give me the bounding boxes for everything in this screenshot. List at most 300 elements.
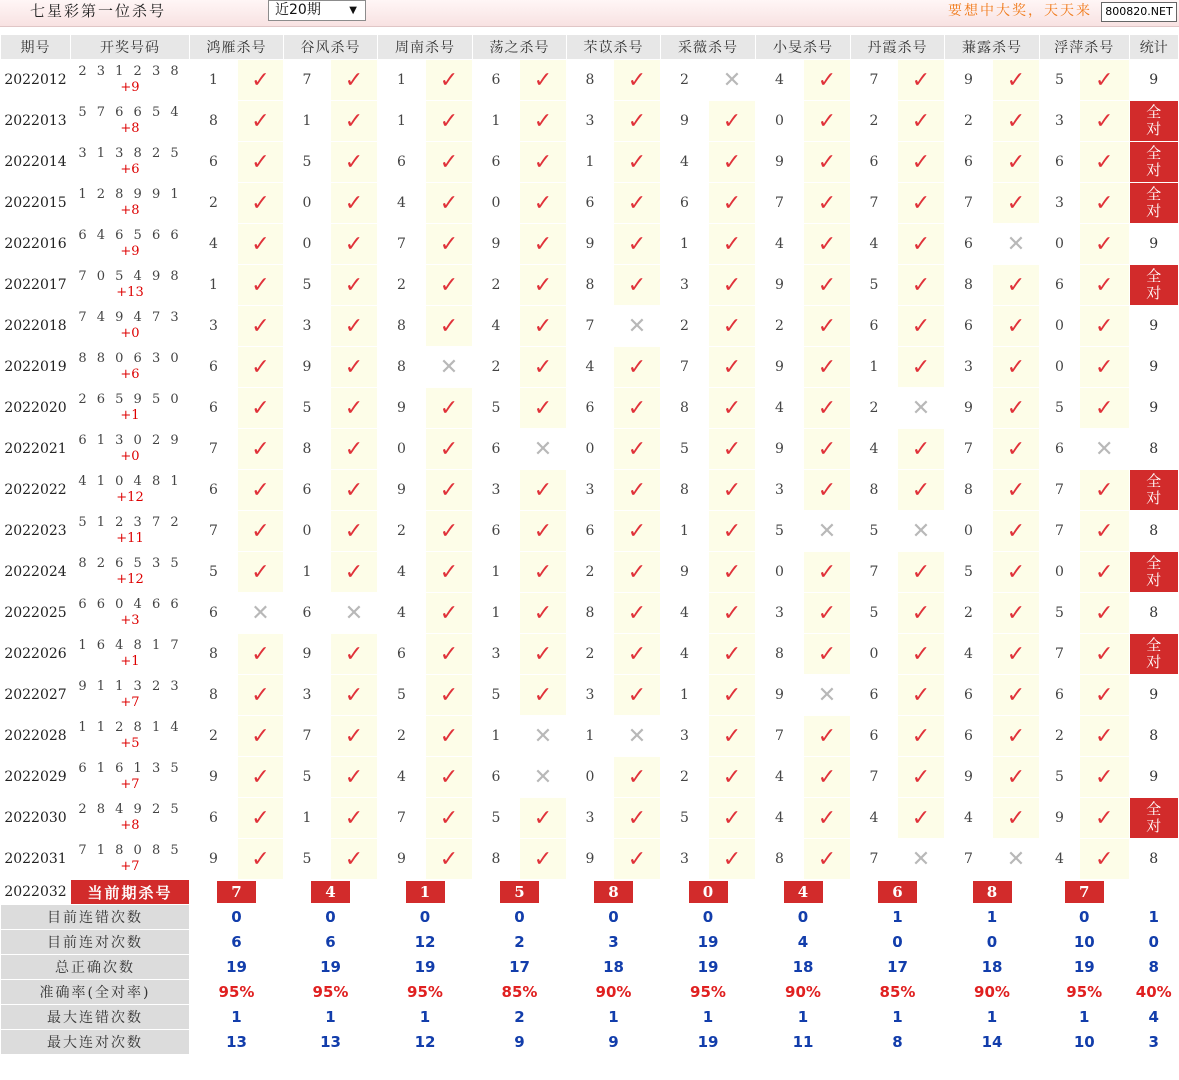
summary-value: 17	[473, 955, 567, 980]
check-icon: ✓	[993, 142, 1040, 183]
summary-value: 12	[378, 930, 473, 955]
summary-label: 目前连错次数	[1, 905, 190, 930]
prediction-number: 8	[378, 347, 426, 388]
summary-value: 1	[851, 1005, 945, 1030]
table-row	[1, 470, 1179, 511]
prediction-number: 4	[567, 347, 614, 388]
draw-sum: +7	[120, 695, 140, 710]
check-icon: ✓	[709, 552, 756, 593]
summary-value: 0	[1129, 930, 1179, 955]
check-icon: ✓	[520, 593, 567, 634]
prediction-number: 9	[945, 757, 993, 798]
summary-value: 0	[190, 905, 284, 930]
current-pick-cell	[661, 880, 756, 905]
draw-numbers: 7 4 9 4 7 3	[78, 310, 182, 325]
check-icon: ✓	[898, 306, 945, 347]
summary-value: 90%	[567, 980, 661, 1005]
draw-sum: +8	[120, 121, 140, 136]
current-pick-cell	[378, 880, 473, 905]
prediction-number: 5	[1040, 388, 1080, 429]
prediction-number: 8	[945, 470, 993, 511]
chevron-down-icon: ▼	[349, 5, 357, 16]
prediction-number: 6	[945, 224, 993, 265]
prediction-number: 9	[378, 470, 426, 511]
prediction-number: 5	[473, 798, 520, 839]
check-icon: ✓	[426, 511, 473, 552]
check-icon: ✓	[1080, 142, 1130, 183]
prediction-number: 9	[378, 388, 426, 429]
prediction-number: 6	[567, 183, 614, 224]
prediction-number: 9	[378, 839, 426, 880]
stat-cell: 9	[1129, 224, 1179, 265]
check-icon: ✓	[804, 388, 851, 429]
current-pick-cell	[473, 880, 567, 905]
summary-value: 1	[567, 1005, 661, 1030]
current-pick-cell	[284, 880, 378, 905]
prediction-number: 6	[190, 142, 238, 183]
prediction-number: 6	[945, 142, 993, 183]
page-title: 七星彩第一位杀号	[30, 2, 167, 20]
check-icon: ✓	[898, 675, 945, 716]
check-icon: ✓	[331, 634, 378, 675]
check-icon: ✓	[1080, 347, 1130, 388]
check-icon: ✓	[426, 757, 473, 798]
stat-cell: 8	[1129, 511, 1179, 552]
check-icon: ✓	[614, 142, 661, 183]
check-icon: ✓	[520, 634, 567, 675]
draw-sum: +7	[120, 859, 140, 874]
period-cell: 2022016	[1, 224, 71, 265]
check-icon: ✓	[520, 306, 567, 347]
prediction-number: 6	[190, 798, 238, 839]
prediction-number: 3	[567, 798, 614, 839]
prediction-number: 4	[378, 757, 426, 798]
prediction-number: 6	[284, 593, 331, 634]
prediction-number: 6	[378, 142, 426, 183]
current-pick-badge: 7	[1065, 881, 1104, 903]
prediction-number: 9	[1040, 798, 1080, 839]
table-header-row	[1, 35, 1179, 60]
draw-numbers: 7 0 5 4 9 8	[78, 269, 182, 284]
prediction-number: 7	[284, 716, 331, 757]
stat-cell: 9	[1129, 306, 1179, 347]
cross-icon: ✕	[331, 593, 378, 634]
check-icon: ✓	[614, 675, 661, 716]
prediction-number: 5	[945, 552, 993, 593]
prediction-number: 0	[284, 224, 331, 265]
prediction-number: 4	[851, 429, 898, 470]
summary-value: 18	[567, 955, 661, 980]
summary-value: 85%	[851, 980, 945, 1005]
prediction-number: 6	[473, 142, 520, 183]
check-icon: ✓	[331, 675, 378, 716]
draw-sum: +12	[116, 572, 144, 587]
table-row	[1, 224, 1179, 265]
check-icon: ✓	[898, 265, 945, 306]
check-icon: ✓	[614, 798, 661, 839]
site-link[interactable]: 800820.NET	[1101, 2, 1177, 22]
table-body	[1, 60, 1179, 1055]
current-pick-badge: 7	[217, 881, 256, 903]
table-row	[1, 839, 1179, 880]
prediction-number: 6	[190, 593, 238, 634]
prediction-number: 4	[190, 224, 238, 265]
prediction-number: 8	[567, 60, 614, 101]
draw-cell	[71, 470, 190, 511]
expert-column-header: 小旻杀号	[756, 35, 851, 60]
check-icon: ✓	[1080, 798, 1130, 839]
check-icon: ✓	[614, 429, 661, 470]
summary-value: 1	[851, 905, 945, 930]
draw-numbers: 8 8 0 6 3 0	[78, 351, 182, 366]
draw-numbers: 6 4 6 5 6 6	[78, 228, 182, 243]
draw-sum: +8	[120, 818, 140, 833]
cross-icon: ✕	[238, 593, 284, 634]
prediction-number: 4	[378, 183, 426, 224]
prediction-number: 3	[473, 470, 520, 511]
check-icon: ✓	[331, 101, 378, 142]
prediction-number: 4	[851, 224, 898, 265]
prediction-number: 6	[661, 183, 709, 224]
summary-value: 95%	[190, 980, 284, 1005]
summary-value: 12	[378, 1030, 473, 1055]
summary-value: 19	[190, 955, 284, 980]
check-icon: ✓	[1080, 60, 1130, 101]
summary-row	[1, 930, 1179, 955]
current-pick-cell	[567, 880, 661, 905]
draw-cell	[71, 224, 190, 265]
check-icon: ✓	[898, 593, 945, 634]
check-icon: ✓	[331, 388, 378, 429]
check-icon: ✓	[898, 716, 945, 757]
check-icon: ✓	[709, 798, 756, 839]
check-icon: ✓	[709, 470, 756, 511]
check-icon: ✓	[898, 798, 945, 839]
summary-value: 95%	[284, 980, 378, 1005]
check-icon: ✓	[1080, 839, 1130, 880]
check-icon: ✓	[804, 757, 851, 798]
summary-value: 18	[945, 955, 1040, 980]
check-icon: ✓	[993, 388, 1040, 429]
draw-sum: +8	[120, 203, 140, 218]
check-icon: ✓	[614, 101, 661, 142]
all-correct-label: 全对	[1146, 800, 1162, 835]
prediction-number: 4	[756, 388, 804, 429]
prediction-number: 8	[945, 265, 993, 306]
check-icon: ✓	[709, 839, 756, 880]
table-row	[1, 183, 1179, 224]
check-icon: ✓	[709, 142, 756, 183]
prediction-number: 4	[661, 142, 709, 183]
prediction-number: 5	[378, 675, 426, 716]
prediction-number: 7	[851, 60, 898, 101]
kill-number-table	[0, 34, 1179, 1055]
prediction-number: 9	[190, 757, 238, 798]
period-range-select[interactable]	[268, 0, 366, 21]
cross-icon: ✕	[426, 347, 473, 388]
cross-icon: ✕	[993, 839, 1040, 880]
prediction-number: 3	[190, 306, 238, 347]
promo-slogan: 要想中大奖，天天来	[948, 3, 1092, 19]
cross-icon: ✕	[709, 60, 756, 101]
draw-sum: +6	[120, 162, 140, 177]
prediction-number: 7	[851, 757, 898, 798]
cross-icon: ✕	[520, 757, 567, 798]
check-icon: ✓	[520, 265, 567, 306]
summary-value: 6	[190, 930, 284, 955]
check-icon: ✓	[993, 634, 1040, 675]
current-pick-cell	[1040, 880, 1130, 905]
check-icon: ✓	[709, 388, 756, 429]
check-icon: ✓	[804, 347, 851, 388]
prediction-number: 9	[756, 347, 804, 388]
check-icon: ✓	[898, 552, 945, 593]
prediction-number: 1	[473, 593, 520, 634]
check-icon: ✓	[331, 183, 378, 224]
prediction-number: 9	[473, 224, 520, 265]
summary-row	[1, 905, 1179, 930]
prediction-number: 9	[756, 265, 804, 306]
prediction-number: 4	[661, 634, 709, 675]
prediction-number: 4	[378, 593, 426, 634]
prediction-number: 1	[473, 552, 520, 593]
check-icon: ✓	[709, 183, 756, 224]
prediction-number: 4	[756, 224, 804, 265]
summary-value: 0	[378, 905, 473, 930]
prediction-number: 7	[945, 839, 993, 880]
draw-sum: +12	[116, 490, 144, 505]
prediction-number: 6	[473, 511, 520, 552]
stat-cell: 8	[1129, 839, 1179, 880]
draw-numbers: 5 7 6 6 5 4	[78, 105, 182, 120]
prediction-number: 1	[661, 675, 709, 716]
prediction-number: 6	[473, 429, 520, 470]
prediction-number: 1	[284, 552, 331, 593]
prediction-number: 9	[756, 142, 804, 183]
prediction-number: 4	[945, 634, 993, 675]
period-column-header: 期号	[1, 35, 71, 60]
prediction-number: 8	[661, 388, 709, 429]
cross-icon: ✕	[520, 429, 567, 470]
prediction-number: 6	[473, 757, 520, 798]
draw-numbers: 4 1 0 4 8 1	[78, 474, 182, 489]
cross-icon: ✕	[898, 839, 945, 880]
prediction-number: 2	[378, 265, 426, 306]
prediction-number: 1	[661, 224, 709, 265]
prediction-number: 6	[945, 716, 993, 757]
check-icon: ✓	[238, 798, 284, 839]
all-correct-label: 全对	[1146, 636, 1162, 671]
prediction-number: 9	[661, 552, 709, 593]
cross-icon: ✕	[614, 306, 661, 347]
draw-cell	[71, 388, 190, 429]
check-icon: ✓	[520, 224, 567, 265]
table-row	[1, 552, 1179, 593]
check-icon: ✓	[709, 757, 756, 798]
current-pick-badge: 6	[878, 881, 917, 903]
period-range-value: 近20期	[275, 2, 321, 18]
check-icon: ✓	[1080, 716, 1130, 757]
check-icon: ✓	[898, 224, 945, 265]
all-correct-label: 全对	[1146, 103, 1162, 138]
table-row	[1, 388, 1179, 429]
summary-value: 1	[661, 1005, 756, 1030]
prediction-number: 5	[284, 142, 331, 183]
prediction-number: 1	[473, 101, 520, 142]
current-period-cell: 2022032	[1, 880, 71, 905]
all-correct-badge	[1129, 183, 1179, 224]
cross-icon: ✕	[898, 388, 945, 429]
summary-label: 最大连对次数	[1, 1030, 190, 1055]
check-icon: ✓	[804, 798, 851, 839]
check-icon: ✓	[804, 716, 851, 757]
check-icon: ✓	[614, 60, 661, 101]
prediction-number: 5	[1040, 60, 1080, 101]
stat-cell: 9	[1129, 757, 1179, 798]
check-icon: ✓	[804, 429, 851, 470]
prediction-number: 2	[378, 511, 426, 552]
prediction-number: 9	[945, 60, 993, 101]
prediction-number: 2	[945, 593, 993, 634]
prediction-number: 4	[473, 306, 520, 347]
cross-icon: ✕	[1080, 429, 1130, 470]
stat-cell: 9	[1129, 347, 1179, 388]
current-stat-cell	[1129, 880, 1179, 905]
check-icon: ✓	[993, 757, 1040, 798]
expert-column-header: 浮萍杀号	[1040, 35, 1130, 60]
prediction-number: 3	[1040, 183, 1080, 224]
prediction-number: 1	[378, 101, 426, 142]
prediction-number: 5	[473, 388, 520, 429]
check-icon: ✓	[331, 716, 378, 757]
check-icon: ✓	[238, 142, 284, 183]
draw-sum: +6	[120, 367, 140, 382]
check-icon: ✓	[898, 634, 945, 675]
cross-icon: ✕	[993, 224, 1040, 265]
check-icon: ✓	[993, 101, 1040, 142]
check-icon: ✓	[993, 347, 1040, 388]
prediction-number: 2	[190, 183, 238, 224]
summary-value: 10	[1040, 1030, 1130, 1055]
summary-label: 最大连错次数	[1, 1005, 190, 1030]
summary-value: 13	[284, 1030, 378, 1055]
check-icon: ✓	[1080, 306, 1130, 347]
prediction-number: 8	[756, 634, 804, 675]
prediction-number: 8	[567, 265, 614, 306]
summary-value: 1	[945, 905, 1040, 930]
summary-value: 95%	[378, 980, 473, 1005]
prediction-number: 6	[851, 142, 898, 183]
check-icon: ✓	[709, 716, 756, 757]
prediction-number: 2	[473, 347, 520, 388]
check-icon: ✓	[1080, 511, 1130, 552]
prediction-number: 9	[756, 429, 804, 470]
prediction-number: 7	[1040, 634, 1080, 675]
check-icon: ✓	[520, 388, 567, 429]
summary-value: 0	[284, 905, 378, 930]
draw-numbers: 3 1 3 8 2 5	[78, 146, 182, 161]
prediction-number: 0	[945, 511, 993, 552]
draw-cell	[71, 101, 190, 142]
draw-sum: +13	[116, 285, 144, 300]
summary-value: 40%	[1129, 980, 1179, 1005]
draw-numbers: 2 6 5 9 5 0	[78, 392, 182, 407]
check-icon: ✓	[520, 839, 567, 880]
prediction-number: 9	[190, 839, 238, 880]
prediction-number: 2	[756, 306, 804, 347]
period-cell: 2022024	[1, 552, 71, 593]
prediction-number: 6	[378, 634, 426, 675]
prediction-number: 2	[567, 552, 614, 593]
check-icon: ✓	[520, 511, 567, 552]
check-icon: ✓	[614, 347, 661, 388]
cross-icon: ✕	[614, 716, 661, 757]
all-correct-label: 全对	[1146, 144, 1162, 179]
period-cell: 2022013	[1, 101, 71, 142]
check-icon: ✓	[331, 470, 378, 511]
prediction-number: 2	[661, 60, 709, 101]
prediction-number: 4	[756, 798, 804, 839]
summary-value: 3	[1129, 1030, 1179, 1055]
prediction-number: 7	[378, 798, 426, 839]
current-pick-badge: 8	[973, 881, 1012, 903]
summary-value: 19	[1040, 955, 1130, 980]
check-icon: ✓	[993, 552, 1040, 593]
check-icon: ✓	[331, 839, 378, 880]
check-icon: ✓	[709, 593, 756, 634]
check-icon: ✓	[993, 306, 1040, 347]
table-row	[1, 716, 1179, 757]
all-correct-label: 全对	[1146, 267, 1162, 302]
check-icon: ✓	[331, 429, 378, 470]
summary-value: 0	[567, 905, 661, 930]
table-row	[1, 675, 1179, 716]
all-correct-badge	[1129, 265, 1179, 306]
stat-cell: 9	[1129, 675, 1179, 716]
prediction-number: 0	[567, 757, 614, 798]
top-bar	[0, 0, 1179, 27]
period-cell: 2022026	[1, 634, 71, 675]
draw-cell	[71, 429, 190, 470]
expert-column-header: 鸿雁杀号	[190, 35, 284, 60]
prediction-number: 9	[567, 224, 614, 265]
check-icon: ✓	[426, 429, 473, 470]
check-icon: ✓	[804, 183, 851, 224]
check-icon: ✓	[331, 511, 378, 552]
check-icon: ✓	[426, 798, 473, 839]
all-correct-label: 全对	[1146, 472, 1162, 507]
draw-cell	[71, 552, 190, 593]
current-pick-badge: 4	[311, 881, 350, 903]
draw-sum: +7	[120, 777, 140, 792]
check-icon: ✓	[709, 511, 756, 552]
draw-cell	[71, 511, 190, 552]
check-icon: ✓	[1080, 224, 1130, 265]
table-row	[1, 634, 1179, 675]
prediction-number: 0	[284, 511, 331, 552]
prediction-number: 6	[1040, 429, 1080, 470]
all-correct-badge	[1129, 142, 1179, 183]
draw-cell	[71, 593, 190, 634]
prediction-number: 8	[756, 839, 804, 880]
draw-sum: +0	[120, 449, 140, 464]
period-cell: 2022031	[1, 839, 71, 880]
check-icon: ✓	[804, 101, 851, 142]
draw-column-header: 开奖号码	[71, 35, 190, 60]
check-icon: ✓	[331, 60, 378, 101]
prediction-number: 5	[284, 757, 331, 798]
period-cell: 2022022	[1, 470, 71, 511]
